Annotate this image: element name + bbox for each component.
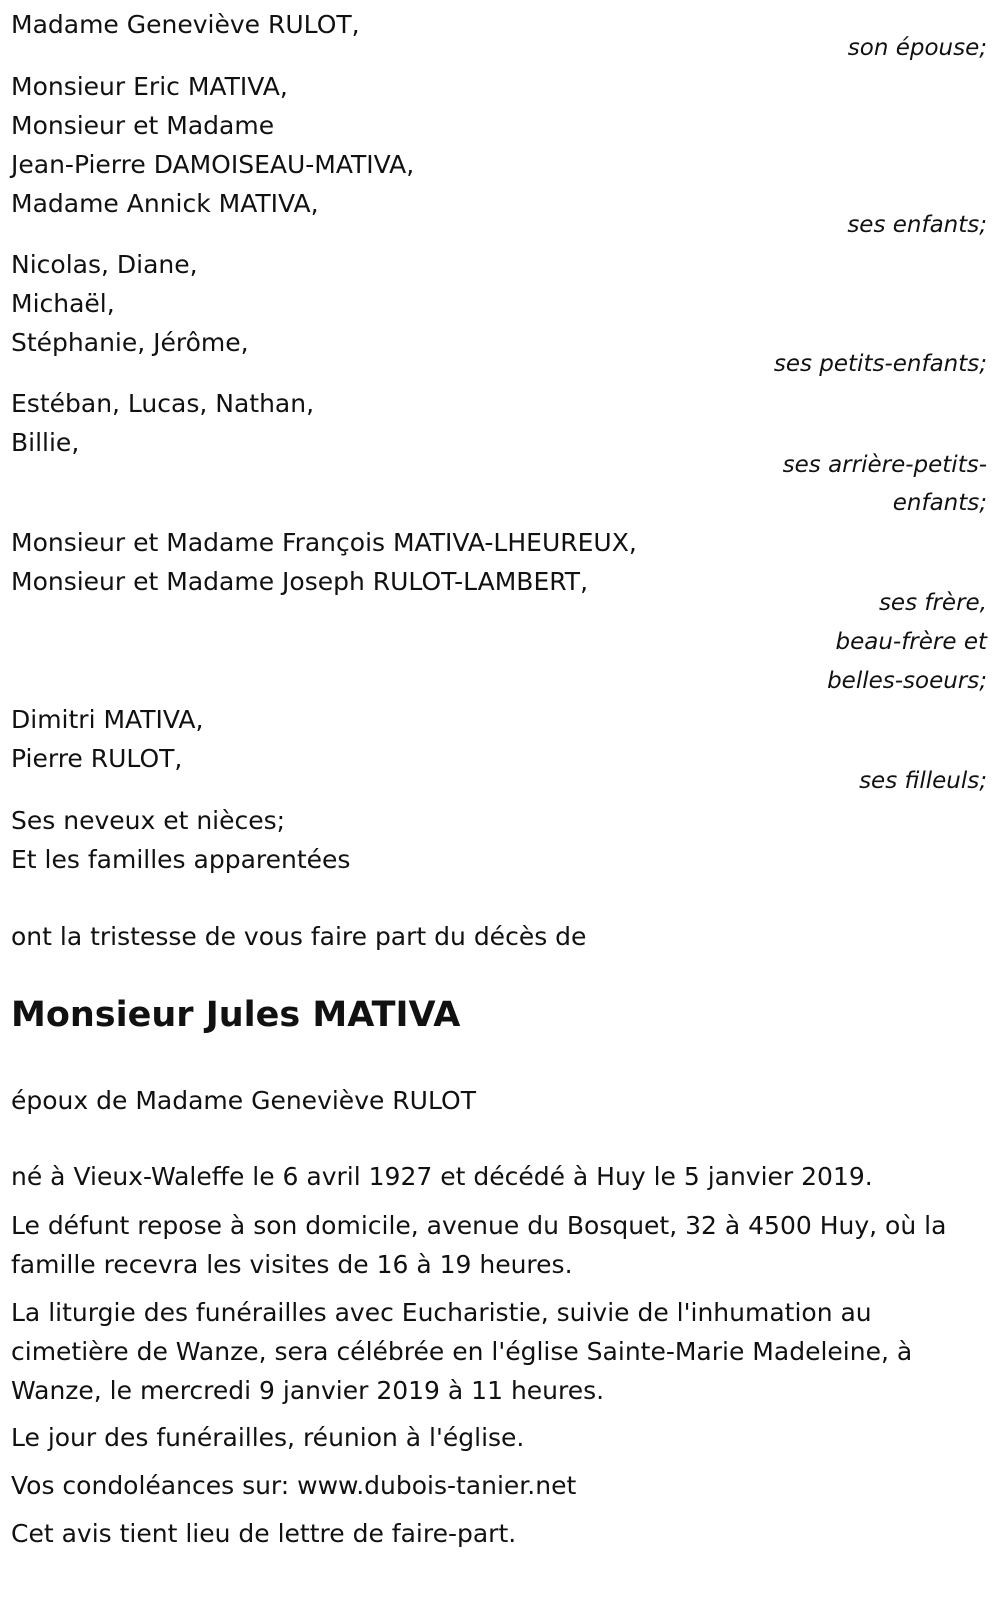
spouse-name: Madame Geneviève RULOT, [11,10,360,39]
great-grandchild-name: Estéban, Lucas, Nathan, [11,389,315,418]
nephews-nieces: Ses neveux et nièces; [11,806,286,835]
birth-death-text: né à Vieux-Waleffe le 6 avril 1927 et décédé à Huy le 5 janvier 2019. [11,1162,873,1191]
repose-text: Le défunt repose à son domicile, avenue du Bosquet, 32 à 4500 Huy, où la famille recevra les visites de 16 à 19 heures. [11,1211,947,1279]
child-name: Madame Annick MATIVA, [11,189,319,218]
grandchild-name: Nicolas, Diane, [11,250,198,279]
funeral-meeting-text: Le jour des funérailles, réunion à l'église. [11,1423,525,1452]
condolences-text: Vos condoléances sur: www.dubois-tanier.net [11,1471,577,1500]
relation-grandchildren: ses petits-enfants; [773,351,987,377]
deceased-name: Monsieur Jules MATIVA [11,995,461,1035]
sibling-name: Monsieur et Madame François MATIVA-LHEUREUX, [11,528,637,557]
funeral-liturgy-text: La liturgie des funérailles avec Eucharistie, suivie de l'inhumation au cimetière de Wanze, sera célébrée en l'église Sainte-Marie Madeleine, à Wanze, le mercredi 9 janvier 2019 à 11 heures. [11,1298,913,1405]
great-grandchild-name: Billie, [11,428,80,457]
related-families: Et les familles apparentées [11,845,351,874]
notice-text: Cet avis tient lieu de lettre de faire-part. [11,1519,517,1548]
godchild-name: Pierre RULOT, [11,744,183,773]
relation-godchildren: ses filleuls; [859,768,987,794]
child-name: Monsieur Eric MATIVA, [11,72,288,101]
child-name: Monsieur et Madame [11,111,275,140]
grandchild-name: Stéphanie, Jérôme, [11,328,249,357]
grandchild-name: Michaël, [11,289,115,318]
relation-siblings-line1: ses frère, [878,590,987,616]
announcement-text: ont la tristesse de vous faire part du décès de [11,922,587,951]
sibling-name: Monsieur et Madame Joseph RULOT-LAMBERT, [11,567,589,596]
relation-great-grandchildren-line1: ses arrière-petits- [782,452,987,478]
relation-great-grandchildren-line2: enfants; [892,490,987,516]
relation-siblings-line3: belles-soeurs; [827,668,987,694]
spouse-of-text: époux de Madame Geneviève RULOT [11,1086,476,1115]
relation-siblings-line2: beau-frère et [835,629,987,655]
godchild-name: Dimitri MATIVA, [11,705,204,734]
relation-children: ses enfants; [847,212,987,238]
relation-spouse: son épouse; [847,35,987,61]
child-name: Jean-Pierre DAMOISEAU-MATIVA, [11,150,415,179]
